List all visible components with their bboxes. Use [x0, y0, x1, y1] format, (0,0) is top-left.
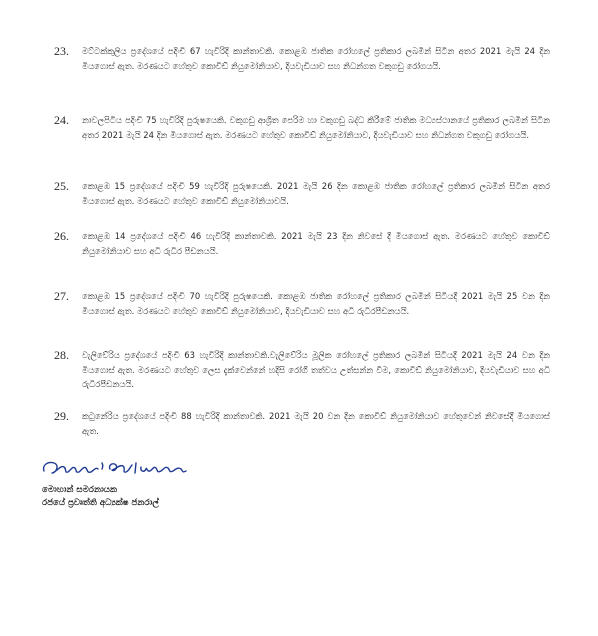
- item-text: කොළඹ 15 ප්‍රදේශයේ පදිංචි 70 හැවිරිදි පුරුෂයෙකි. කොළඹ ජාතික රෝහලේ ප්‍රතිකාර ලබමින් සිටියදී 2021 මැයි 25 වන දින මියගොස් ඇත. මරණයට හේතුව කොවිඩ් නියුමෝනියාව, දියවැඩියාව සහ අධි රුධිරපීඩනයයි.: [82, 291, 550, 316]
- handwritten-signature: [40, 457, 210, 483]
- item-text: කොළඹ 15 ප්‍රදේශයේ පදිංචි 59 හැවිරිදි පුරුෂයෙකි. 2021 මැයි 26 දින කොළඹ ජාතික රෝහලේ ප්‍රතිකාර ලබමින් සිටින අතර මියගොස් ඇත. මරණයට හේතුව කොවිඩ් නියුමෝනියාවයි.: [82, 181, 550, 206]
- signatory-name: මොහාන් සමරනායක: [42, 485, 117, 495]
- item-text: කොළඹ 14 ප්‍රදේශයේ පදිංචි 46 හැවිරිදි කාන්තාවකි. 2021 මැයි 23 දින නිවසේ දී මියගොස් ඇත. මරණයට හේතුව කොවිඩ් නියුමෝනියාව සහ අධි රුධිර පීඩනයයි.: [82, 231, 550, 256]
- item-number: 24.: [54, 113, 69, 127]
- item-number: 28.: [54, 348, 69, 362]
- item-number: 29.: [54, 409, 69, 423]
- item-text: කටුනේරිය ප්‍රදේශයේ පදිංචි 88 හැවිරිදි කාන්තාවකි. 2021 මැයි 20 වන දින කොවිඩ් නියුමෝනියාව හේතුවෙන් නිවසේදී මියගොස් ඇත.: [82, 411, 550, 436]
- item-number: 26.: [54, 229, 69, 243]
- item-text: නාවලපිටිය පදිංචි 75 හැවිරිදි පුරුෂයෙකි. වකුගඩු ආශ්‍රිත පෙරිම හා වකුගඩු බද්ධ කිරීමේ ජාතික මධ්‍යස්ථානයේ ප්‍රතිකාර ලබමින් සිටින අතර 2021 මැයි 24 දින මියගොස් ඇත. මරණයට හේතුව කොවිඩ් නියුමෝනියාව, දියවැඩියාව සහ නිධන්ගත වකුගඩු රෝගයයි.: [82, 115, 550, 140]
- item-text: මට්ටක්කුලිය ප්‍රදේශයේ පදිංචි 67 හැවිරිදි කාන්තාවකි. කොළඹ ජාතික රෝහලේ ප්‍රතිකාර ලබමින් සිටින අතර 2021 මැයි 24 දින මියගොස් ඇත. මරණයට හේතුව කොවිඩ් නියුමෝනියාව, දියවැඩියාව සහ නිධන්ගත වකුගඩු රෝගයයි.: [82, 46, 550, 71]
- item-text: වැලිවේරිය ප්‍රදේශයේ පදිංචි 63 හැවිරිදි කාන්තාවකි.වැලිවේරිය මූලික රෝහලේ ප්‍රතිකාර ලබමින් සිටියදී 2021 මැයි 24 වන දින මියගොස් ඇත. මරණයට හේතුව ලෙස දැක්වෙන්නේ හදිසි රෝගී තත්වය උත්සන්න වීම, කොවිඩ් නියුමෝනියාව, දියවැඩියාව සහ අධි රුධිරපීඩනයයි.: [82, 350, 550, 389]
- item-number: 27.: [54, 289, 69, 303]
- item-number: 23.: [54, 44, 69, 58]
- signatory-title: රජයේ ප්‍රවෘත්ති අධ්‍යක්ෂ ජනරාල්: [42, 498, 159, 508]
- item-number: 25.: [54, 179, 69, 193]
